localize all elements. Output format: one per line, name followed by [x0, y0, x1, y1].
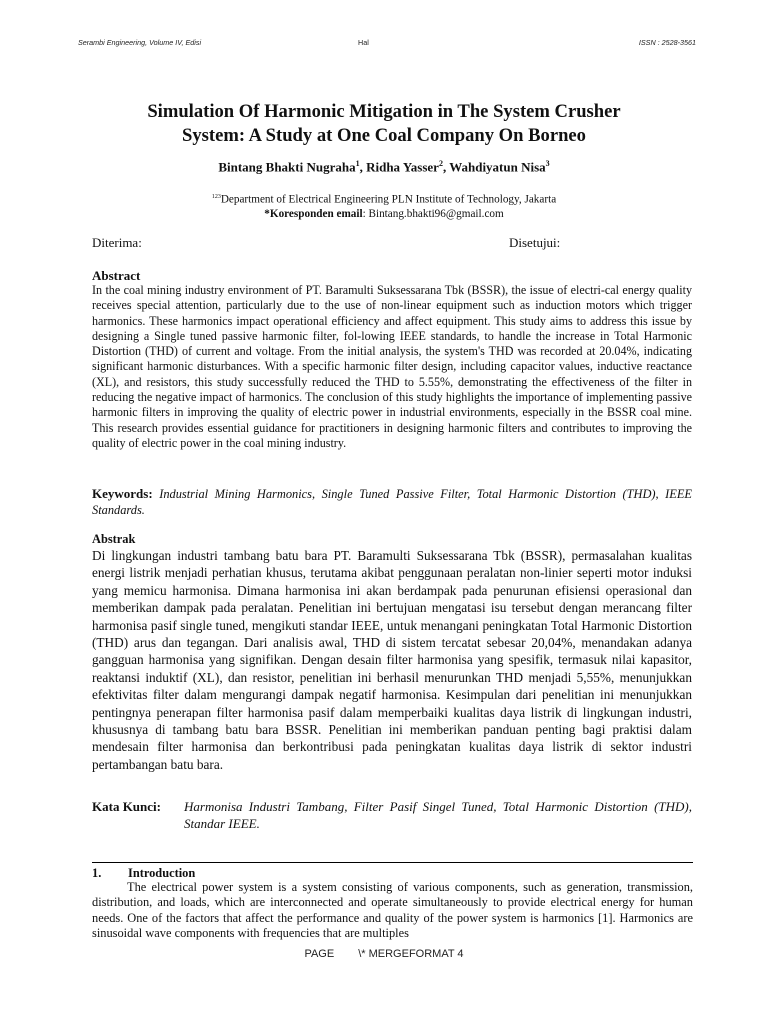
- abstract-text: In the coal mining industry environment of PT. Baramulti Suksessarana Tbk (BSSR), the issue of electri-cal energy quality receives special attention, particularly due to the use of non-linear equipment such as induction motors which trigger harmonics. These harmonics impact operational efficiency and affect equipment. This study aims to address this issue by designing a Single tuned passive harmonic filter, fol-lowing IEEE standards, to handle the increase in Total Harmonic Distortion (THD) of current and voltage. From the initial analysis, the system's THD was recorded at 20.04%, indicating significant harmonic disturbances. With a specific harmonic filter design, including capacitor values, inductive reactance (XL), and resistors, this study successfully reduced the THD to 5.55%, demonstrating the effectiveness of the filter in reducing the negative impact of harmonics. The conclusion of this study highlights the importance of implementing passive harmonic filters in improving the quality of electric power in industrial environments, especially in the BSSR coal mine. This research provides essential guidance for practitioners in designing harmonic filters and contributes to improving the quality of electric power in the coal mining industry.: [92, 283, 692, 450]
- accepted-label: Disetujui:: [509, 235, 561, 250]
- kata-kunci-label: Kata Kunci:: [92, 799, 161, 814]
- abstract-heading: Abstract: [92, 268, 141, 283]
- author-sup: 2: [438, 159, 443, 168]
- paper-title: [90, 100, 678, 148]
- author-sup: 3: [545, 159, 550, 168]
- abstrak-text: Di lingkungan industri tambang batu bara PT. Baramulti Suksessarana Tbk (BSSR), permasalahan kualitas energi listrik menjadi perhatian khusus, terutama akibat penggunaan peralatan non-linier seperti motor induksi yang memicu harmonisa. Dimana harmonisa ini akan berdampak pada penurunan efisiensi operasional dan memberikan dampak pada peralatan. Penelitian ini bertujuan mengatasi isu tersebut dengan merancang filter harmonisa pasif single tuned, mengikuti standar IEEE, untuk menangani peningkatan Total Harmonic Distortion (THD) arus dan tegangan. Dari analisis awal, THD di sistem tercatat sebesar 20,04%, menandakan adanya gangguan harmonisa yang signifikan. Dengan desain filter harmonisa yang spesifik, termasuk nilai kapasitor, reaktansi induktif (XL), dan resistor, penelitian ini berhasil menurunkan THD menjadi 5,55%, menunjukkan efektivitas filter dalam mengurangi dampak negatif harmonisa. Kesimpulan dari penelitian ini menunjukkan pentingnya penerapan filter harmonisa pasif dalam memperbaiki kualitas daya listrik di lingkungan industri, khususnya di tambang batu bara BSSR. Penelitian ini memberikan panduan penting bagi praktisi dalam mendesain filter harmonisa dan berkontribusi pada peningkatan kualitas daya listrik di sektor industri pertambangan batu bara.: [92, 548, 692, 772]
- corresponding-label: *Koresponden email: [264, 207, 363, 220]
- author-list: Bintang Bhakti Nugraha$^1$, Ridha Yasser$^2$, Wahdiyatun Nisa$^3$: [218, 159, 550, 175]
- issn: ISSN : 2528-3561: [638, 38, 696, 47]
- affiliation-sup: 123: [211, 194, 221, 200]
- footer-page: PAGE: [304, 948, 335, 960]
- introduction-text: The electrical power system is a system consisting of various components, such as generation, transmission, distribution, and loads, which are interconnected and operate simultaneously to provide electrical energy for human needs. One of the factors that affect the performance and quality of the power system is harmonics [1]. Harmonics are sinusoidal wave components with frequencies that are multiples: [92, 880, 693, 940]
- keywords: [92, 486, 692, 518]
- author-name: Wahdiyatun Nisa: [449, 159, 546, 175]
- page-footer: [0, 948, 768, 960]
- corresponding-email: : Bintang.bhakti96@gmail.com: [362, 207, 504, 220]
- author-sup: 1: [355, 159, 360, 168]
- keywords-label: Keywords:: [92, 486, 153, 501]
- section-title: Introduction: [128, 866, 196, 880]
- received-label: Diterima:: [92, 235, 142, 250]
- running-header: [78, 38, 696, 50]
- section-divider: [92, 862, 693, 863]
- title-line-1: Simulation Of Harmonic Mitigation in The System Crusher: [147, 101, 621, 122]
- affiliation: [90, 190, 678, 221]
- keywords-text: Industrial Mining Harmonics, Single Tuned Passive Filter, Total Harmonic Distortion (THD), IEEE Standards.: [92, 487, 692, 517]
- page-label: Hal: [358, 38, 369, 47]
- submission-dates: [92, 235, 682, 251]
- footer-field: \* MERGEFORMAT 4: [358, 948, 464, 960]
- section-number: 1.: [92, 866, 102, 880]
- author-name: Ridha Yasser: [366, 159, 439, 175]
- journal-name: Serambi Engineering, Volume IV, Edisi: [78, 38, 202, 47]
- title-line-2: System: A Study at One Coal Company On Borneo: [182, 125, 586, 146]
- abstrak-heading: Abstrak: [92, 532, 136, 546]
- kata-kunci-text: Harmonisa Industri Tambang, Filter Pasif Singel Tuned, Total Harmonic Distortion (THD), Standar IEEE.: [184, 799, 692, 831]
- author-name: Bintang Bhakti Nugraha: [218, 159, 356, 175]
- affiliation-text: Department of Electrical Engineering PLN Institute of Technology, Jakarta: [220, 193, 557, 206]
